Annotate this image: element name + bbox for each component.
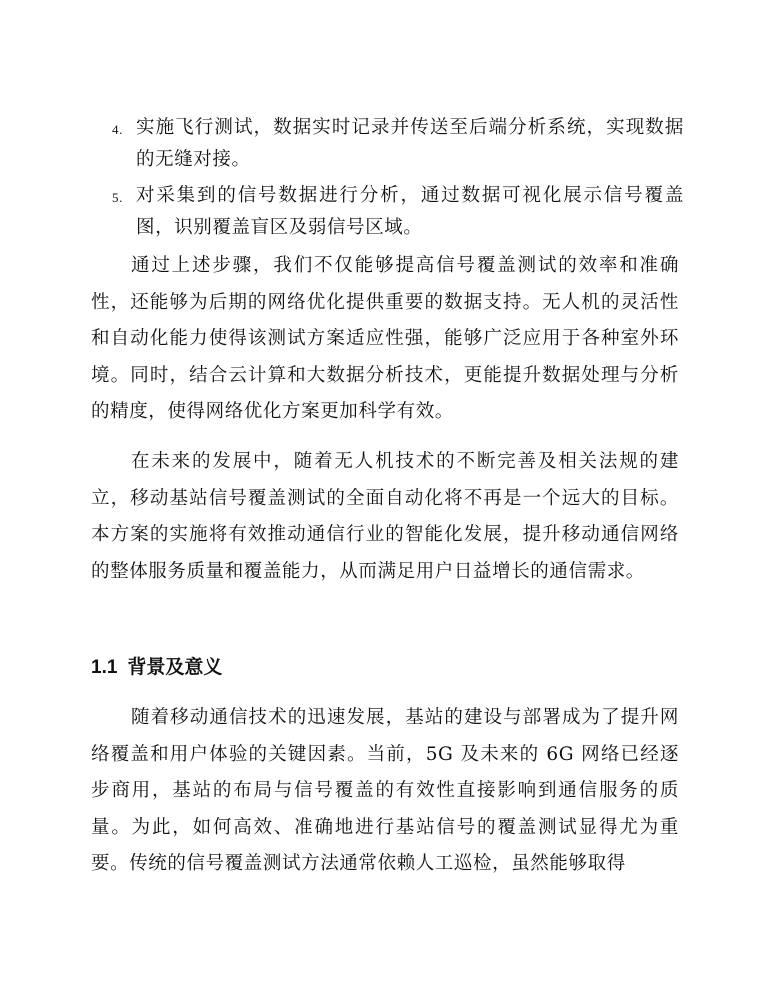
section-number: 1.1 — [91, 657, 118, 678]
list-number: 5. — [112, 190, 123, 205]
list-item-text: 对采集到的信号数据进行分析，通过数据可视化展示信号覆盖图，识别覆盖盲区及弱信号区域。 — [136, 185, 684, 238]
paragraph-summary: 通过上述步骤，我们不仅能够提高信号覆盖测试的效率和准确性，还能够为后期的网络优化提供重要的数据支持。无人机的灵活性和自动化能力使得该测试方案适应性强，能够广泛应用于各种室外环境。同时，结合云计算和大数据分析技术，更能提升数据处理与分析的精度，使得网络优化方案更加科学有效。 — [91, 255, 679, 422]
list-item-text: 实施飞行测试，数据实时记录并传送至后端分析系统，实现数据的无缝对接。 — [136, 117, 684, 170]
paragraph-future: 在未来的发展中，随着无人机技术的不断完善及相关法规的建立，移动基站信号覆盖测试的全面自动化将不再是一个远大的目标。本方案的实施将有效推动通信行业的智能化发展，提升移动通信网络的整体服务质量和覆盖能力，从而满足用户日益增长的通信需求。 — [91, 451, 679, 582]
paragraph-background: 随着移动通信技术的迅速发展，基站的建设与部署成为了提升网络覆盖和用户体验的关键因素。当前，5G 及未来的 6G 网络已经逐步商用，基站的布局与信号覆盖的有效性直接影响到通信服务的质量。为此，如何高效、准确地进行基站信号的覆盖测试显得尤为重要。传统的信号覆盖测试方法通常依赖人工巡检，虽然能够取得 — [91, 707, 679, 874]
section-heading — [91, 652, 222, 683]
list-number: 4. — [112, 122, 123, 137]
section-title: 背景及意义 — [127, 656, 223, 678]
